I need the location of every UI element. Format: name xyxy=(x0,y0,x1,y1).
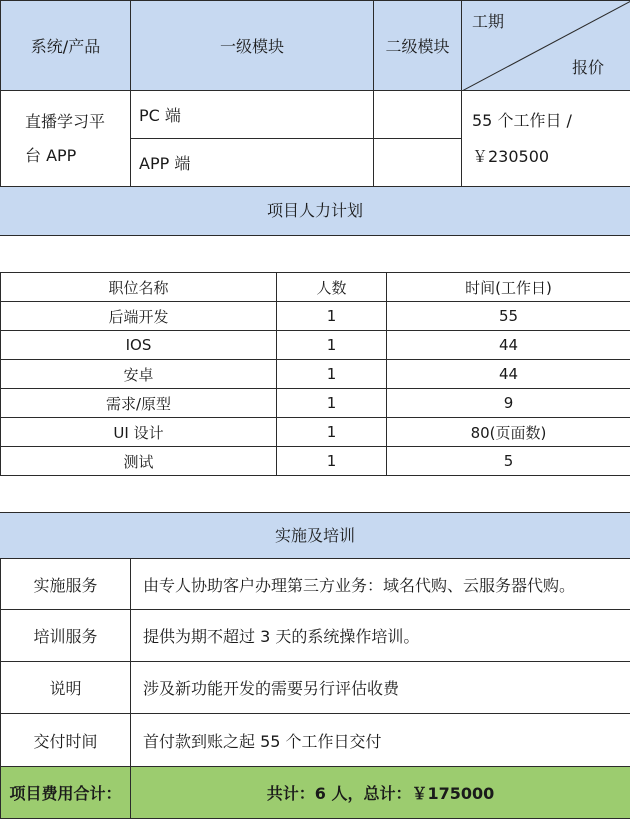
plan-section-title: 项目人力计划 xyxy=(0,186,630,236)
level2-cell-1 xyxy=(374,91,462,139)
staff-position: 测试 xyxy=(1,447,277,476)
header-level2-module: 二级模块 xyxy=(374,1,462,91)
staff-count: 1 xyxy=(277,360,387,389)
total-table xyxy=(0,766,630,819)
price-value: ￥230500 xyxy=(472,139,630,175)
staff-days: 9 xyxy=(387,389,630,418)
implementation-table xyxy=(0,558,630,767)
header-price: 报价 xyxy=(572,55,604,78)
total-label: 项目费用合计： xyxy=(1,767,131,819)
staff-header-days: 时间(工作日) xyxy=(387,273,630,302)
module-pc: PC 端 xyxy=(131,91,374,139)
table-row xyxy=(1,447,630,476)
product-table xyxy=(0,0,630,187)
table-row xyxy=(1,302,630,331)
staff-position: UI 设计 xyxy=(1,418,277,447)
total-value: 共计：6 人，总计：￥175000 xyxy=(131,767,630,819)
header-level1-module: 一级模块 xyxy=(131,1,374,91)
staff-days: 44 xyxy=(387,331,630,360)
staff-position: 需求/原型 xyxy=(1,389,277,418)
period-value: 55 个工作日 / xyxy=(472,103,630,139)
staff-days: 80(页面数) xyxy=(387,418,630,447)
staff-header-position: 职位名称 xyxy=(1,273,277,302)
staff-position: IOS xyxy=(1,331,277,360)
product-name xyxy=(1,91,131,187)
period-price-value xyxy=(462,91,630,187)
table-row xyxy=(1,418,630,447)
table-row xyxy=(1,360,630,389)
table-row xyxy=(1,331,630,360)
impl-text: 由专人协助客户办理第三方业务：域名代购、云服务器代购。 xyxy=(131,559,630,610)
table-row xyxy=(1,389,630,418)
staff-days: 55 xyxy=(387,302,630,331)
level2-cell-2 xyxy=(374,139,462,187)
impl-label: 交付时间 xyxy=(1,714,131,767)
impl-text: 涉及新功能开发的需要另行评估收费 xyxy=(131,662,630,714)
staff-header-row xyxy=(1,273,630,302)
impl-text: 提供为期不超过 3 天的系统操作培训。 xyxy=(131,610,630,662)
header-period-price xyxy=(462,1,630,91)
table-row xyxy=(1,610,630,662)
staff-table xyxy=(0,272,630,476)
product-name-line1: 直播学习平 xyxy=(25,105,130,139)
module-app: APP 端 xyxy=(131,139,374,187)
impl-label: 培训服务 xyxy=(1,610,131,662)
staff-count: 1 xyxy=(277,389,387,418)
header-system: 系统/产品 xyxy=(1,1,131,91)
implementation-section-title: 实施及培训 xyxy=(0,512,630,559)
staff-position: 后端开发 xyxy=(1,302,277,331)
staff-count: 1 xyxy=(277,302,387,331)
impl-label: 实施服务 xyxy=(1,559,131,610)
staff-position: 安卓 xyxy=(1,360,277,389)
staff-count: 1 xyxy=(277,447,387,476)
staff-count: 1 xyxy=(277,331,387,360)
table-row xyxy=(1,662,630,714)
impl-label: 说明 xyxy=(1,662,131,714)
staff-days: 44 xyxy=(387,360,630,389)
staff-days: 5 xyxy=(387,447,630,476)
staff-count: 1 xyxy=(277,418,387,447)
total-row xyxy=(1,767,630,819)
product-name-line2: 台 APP xyxy=(25,139,130,173)
header-period: 工期 xyxy=(472,9,504,32)
staff-header-count: 人数 xyxy=(277,273,387,302)
impl-text: 首付款到账之起 55 个工作日交付 xyxy=(131,714,630,767)
table-row xyxy=(1,714,630,767)
table-row xyxy=(1,559,630,610)
